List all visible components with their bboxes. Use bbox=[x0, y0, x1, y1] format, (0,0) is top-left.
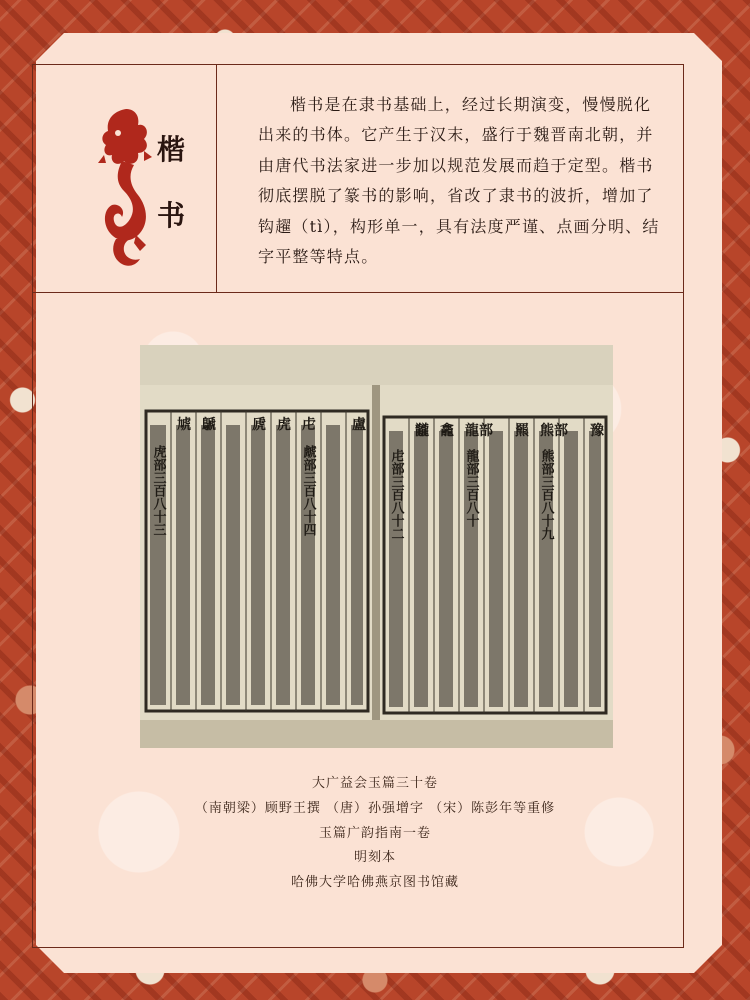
book-left-header-3: 虎 bbox=[277, 417, 291, 433]
caption-title: 大广益会玉篇三十卷 bbox=[311, 776, 438, 791]
book-right-header-1: 豫 bbox=[590, 423, 604, 439]
title-char-kai: 楷 bbox=[157, 133, 186, 166]
caption-edition: 明刻本 bbox=[353, 850, 396, 865]
book-left-header-4: 虒 bbox=[252, 417, 266, 433]
caption-appendix: 玉篇广韵指南一卷 bbox=[318, 826, 431, 841]
caption-authors: （南朝梁）顾野王撰 （唐）孙强增字 （宋）陈彭年等重修 bbox=[194, 801, 556, 816]
book-right-header-5: 龕 bbox=[440, 423, 454, 439]
book-left-header-1: 盧 bbox=[352, 417, 366, 433]
book-left-header-2: 虍 bbox=[302, 417, 316, 433]
frame-divider-vertical bbox=[216, 64, 217, 292]
description-text: 楷书是在隶书基础上，经过长期演变，慢慢脱化出来的书体。它产生于汉末，盛行于魏晋南北朝，并由唐代书法家进一步加以规范发展而趋于定型。楷书彻底摆脱了篆书的影响，省改了隶书的波折，增加了钩趯（tì），构形单一，具有法度严谨、点画分明、结字平整等特点。 bbox=[258, 95, 660, 267]
frame-divider-horizontal bbox=[32, 292, 684, 293]
caption-collection: 哈佛大学哈佛燕京图书馆藏 bbox=[290, 875, 459, 890]
book-left-header-5: 鷈 bbox=[202, 417, 216, 433]
book-right-header-3: 羆 bbox=[515, 423, 529, 439]
book-right-header-4: 龍部 bbox=[465, 423, 493, 439]
book-photo bbox=[140, 345, 613, 748]
dragon-emblem-icon bbox=[96, 105, 156, 275]
title-char-shu: 书 bbox=[157, 199, 186, 232]
book-right-header-2: 熊部 bbox=[540, 423, 568, 439]
book-left-section-1: 虎部三百八十三 bbox=[150, 445, 166, 536]
book-right-section-2: 龍部三百八十 bbox=[463, 449, 479, 527]
book-right-section-1: 熊部三百八十九 bbox=[538, 449, 554, 540]
book-left-header-6: 虓 bbox=[177, 417, 191, 433]
book-left-section-2: 虤部三百八十四 bbox=[300, 445, 316, 536]
book-right-header-6: 龖 bbox=[415, 423, 429, 439]
book-right-section-3: 虍部三百八十二 bbox=[388, 449, 404, 540]
